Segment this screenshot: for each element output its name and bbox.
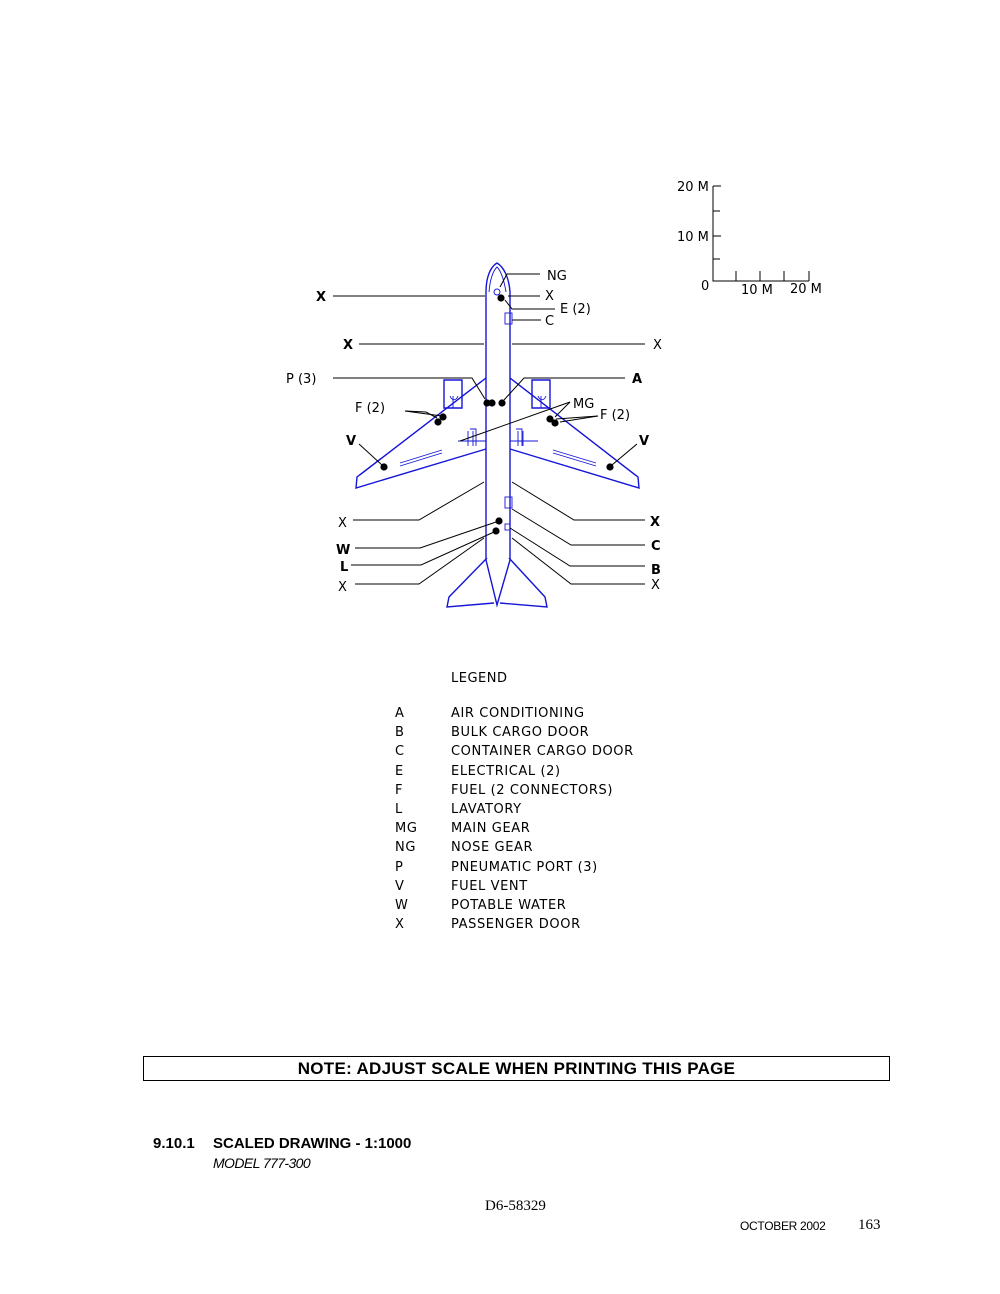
fuel-right-2 — [551, 419, 558, 426]
page-number: 163 — [858, 1217, 881, 1233]
callout-x-aft2-left: X — [338, 580, 347, 595]
callout-x-aft1-left: X — [338, 516, 347, 531]
callout-f2-left: F (2) — [355, 401, 386, 416]
legend-item — [395, 896, 634, 915]
scale-x-label-20: 20 M — [790, 282, 822, 297]
callout-mg: MG — [573, 397, 595, 412]
legend-code: X — [395, 917, 405, 933]
aft-cargo-door — [505, 497, 512, 508]
callout-ng: NG — [547, 269, 567, 284]
callout-x-aft1-right: X — [650, 515, 661, 530]
section-number: 9.10.1 — [153, 1135, 195, 1152]
legend-item — [395, 704, 634, 723]
leader-lines — [333, 274, 645, 584]
legend-code: MG — [395, 821, 418, 837]
bulk-cargo-door — [505, 524, 510, 530]
legend-item — [395, 742, 634, 761]
legend-code: W — [395, 897, 409, 913]
legend-item — [395, 838, 634, 857]
legend-code: B — [395, 725, 405, 741]
legend — [395, 704, 634, 934]
legend-desc: PNEUMATIC PORT (3) — [451, 859, 598, 875]
legend-title: LEGEND — [451, 671, 508, 686]
service-points — [380, 294, 613, 534]
section-title: SCALED DRAWING - 1:1000 — [213, 1135, 412, 1152]
legend-item — [395, 915, 634, 934]
scale-y-label-10: 10 M — [677, 230, 709, 245]
callout-x-mid-left: X — [343, 338, 354, 353]
pneumatic-point-2 — [488, 399, 495, 406]
aircraft-outline — [356, 263, 639, 607]
legend-item — [395, 858, 634, 877]
nose-gear-marker — [494, 289, 500, 295]
callout-b: B — [651, 563, 661, 578]
callout-p3: P (3) — [286, 372, 317, 387]
callout-f2-right: F (2) — [600, 408, 631, 423]
right-stabilizer — [500, 558, 547, 607]
callout-labels — [286, 269, 662, 595]
callout-x-fwd-right: X — [545, 289, 554, 304]
legend-desc: BULK CARGO DOOR — [451, 725, 590, 741]
legend-item — [395, 762, 634, 781]
scale-bar — [677, 180, 822, 298]
legend-code: E — [395, 763, 404, 779]
document-number: D6-58329 — [485, 1198, 546, 1214]
callout-x-mid-right: X — [653, 338, 662, 353]
legend-desc: NOSE GEAR — [451, 840, 534, 856]
main-gear-left — [458, 429, 486, 446]
callout-c-fwd: C — [545, 314, 555, 329]
right-wing — [510, 378, 639, 488]
legend-code: V — [395, 878, 405, 894]
callout-e2: E (2) — [560, 302, 591, 317]
air-conditioning-point — [498, 399, 505, 406]
fuel-left-2 — [439, 413, 446, 420]
callout-v-left: V — [346, 434, 357, 449]
legend-code: A — [395, 706, 405, 721]
section-model: MODEL 777-300 — [213, 1155, 311, 1171]
potable-water-point — [495, 517, 502, 524]
tail-cone — [486, 560, 510, 605]
callout-x-aft2-right: X — [651, 578, 660, 593]
legend-desc: ELECTRICAL (2) — [451, 763, 561, 779]
left-wing — [356, 378, 486, 488]
legend-desc: MAIN GEAR — [451, 821, 531, 837]
legend-item — [395, 781, 634, 800]
legend-code: P — [395, 859, 404, 875]
fuselage — [486, 263, 510, 560]
main-gear-right — [510, 429, 538, 446]
legend-desc: POTABLE WATER — [451, 897, 567, 913]
legend-item — [395, 723, 634, 742]
scale-y-label-20: 20 M — [677, 180, 709, 195]
legend-desc: LAVATORY — [451, 801, 522, 817]
callout-v-right: V — [639, 434, 650, 449]
legend-desc: PASSENGER DOOR — [451, 917, 581, 933]
legend-code: L — [395, 801, 403, 817]
legend-item — [395, 819, 634, 838]
legend-desc: FUEL (2 CONNECTORS) — [451, 782, 614, 798]
legend-code: F — [395, 782, 404, 798]
legend-item — [395, 800, 634, 819]
scale-origin-label: 0 — [701, 279, 710, 294]
callout-l: L — [340, 560, 349, 575]
legend-desc: CONTAINER CARGO DOOR — [451, 744, 634, 760]
legend-code: NG — [395, 840, 416, 856]
electrical-point — [497, 294, 504, 301]
callout-w: W — [336, 543, 351, 558]
callout-a: A — [632, 372, 643, 387]
callout-x-fwd-left: X — [316, 290, 327, 305]
legend-desc: FUEL VENT — [451, 878, 528, 894]
document-date: OCTOBER 2002 — [740, 1219, 826, 1233]
scale-x-label-10: 10 M — [741, 283, 773, 298]
legend-item — [395, 877, 634, 896]
fwd-cargo-door — [505, 313, 512, 324]
lavatory-point — [492, 527, 499, 534]
legend-code: C — [395, 744, 405, 760]
legend-desc: AIR CONDITIONING — [451, 706, 585, 721]
callout-c-aft: C — [651, 539, 661, 554]
print-scale-note: NOTE: ADJUST SCALE WHEN PRINTING THIS PAGE — [143, 1056, 890, 1081]
